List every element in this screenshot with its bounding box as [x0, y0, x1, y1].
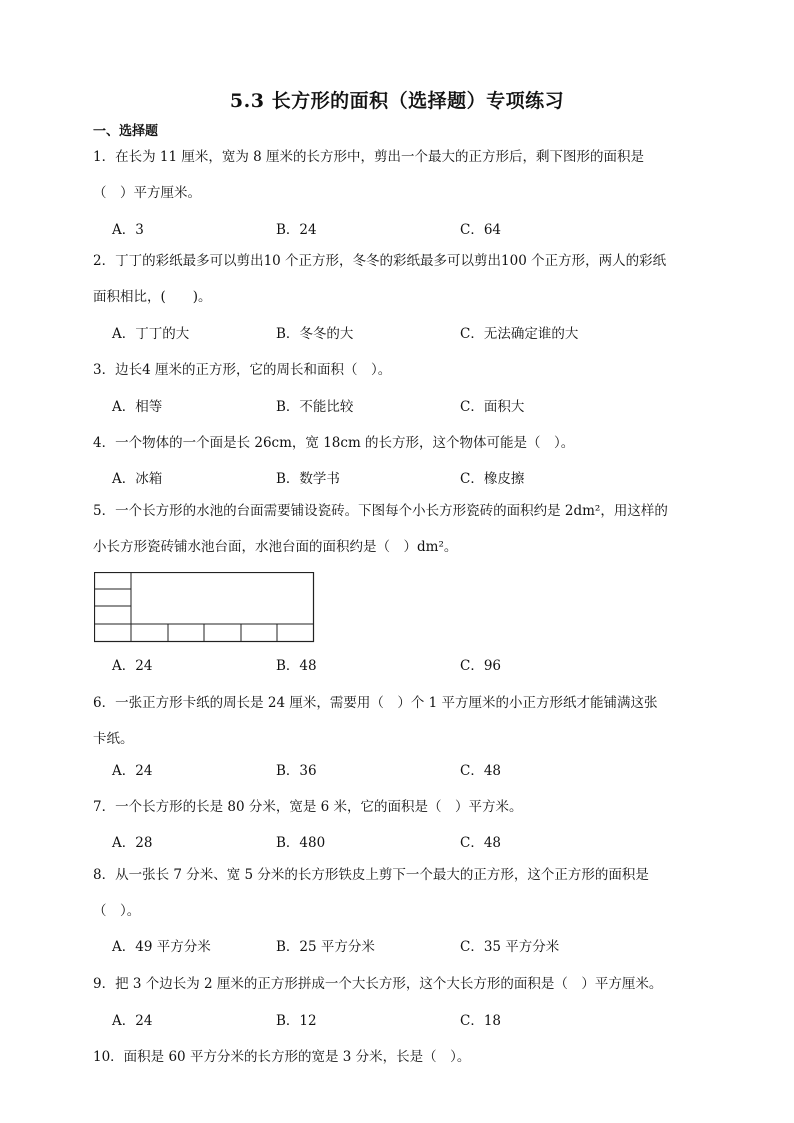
question-7-option-c: C．48 — [460, 835, 502, 851]
question-8-option-b: B．25 平方分米 — [276, 939, 375, 955]
question-2-line-1: 2．丁丁的彩纸最多可以剪出10 个正方形，冬冬的彩纸最多可以剪出100 个正方形，两人的彩纸 — [93, 253, 667, 269]
question-6-option-c: C．48 — [460, 763, 502, 779]
question-8-option-c: C．35 平方分米 — [460, 939, 560, 955]
question-4-option-c: C．橡皮擦 — [460, 471, 525, 487]
question-8-option-a: A．49 平方分米 — [112, 939, 211, 955]
question-8-line-1: 8．从一张长 7 分米、宽 5 分米的长方形铁皮上剪下一个最大的正方形，这个正方形的面积是 — [93, 867, 649, 883]
question-2-option-a: A．丁丁的大 — [112, 326, 190, 342]
question-5-option-b: B．48 — [276, 658, 317, 674]
question-4-line-1: 4．一个物体的一个面是长 26cm，宽 18cm 的长方形，这个物体可能是（ ）。 — [93, 435, 575, 451]
question-5-option-a: A．24 — [112, 658, 153, 674]
question-6-line-1: 6．一张正方形卡纸的周长是 24 厘米，需要用（ ）个 1 平方厘米的小正方形纸才能铺满这张 — [93, 695, 658, 711]
question-2-option-c: C．无法确定谁的大 — [460, 326, 579, 342]
question-4-option-a: A．冰箱 — [112, 471, 163, 487]
question-3-option-a: A．相等 — [112, 399, 163, 415]
question-6-option-a: A．24 — [112, 763, 153, 779]
question-1-line-2: （ ）平方厘米。 — [93, 185, 201, 201]
question-1-line-1: 1．在长为 11 厘米，宽为 8 厘米的长方形中，剪出一个最大的正方形后，剩下图形的面积是 — [93, 149, 645, 165]
question-5-line-2: 小长方形瓷砖铺水池台面，水池台面的面积约是（ ）dm²。 — [93, 539, 458, 555]
question-1-option-b: B．24 — [276, 222, 317, 238]
question-6-line-2: 卡纸。 — [93, 731, 134, 747]
question-9-option-c: C．18 — [460, 1013, 502, 1029]
question-7-line-1: 7．一个长方形的长是 80 分米，宽是 6 米，它的面积是（ ）平方米。 — [93, 799, 523, 815]
question-6-option-b: B．36 — [276, 763, 317, 779]
question-3-option-c: C．面积大 — [460, 399, 525, 415]
question-1-option-c: C．64 — [460, 222, 502, 238]
section-heading: 一、选择题 — [93, 124, 159, 139]
question-7-option-b: B．480 — [276, 835, 326, 851]
question-8-line-2: （ ）。 — [93, 903, 141, 919]
question-9-option-a: A．24 — [112, 1013, 153, 1029]
question-4-option-b: B．数学书 — [276, 471, 340, 487]
question-7-option-a: A．28 — [112, 835, 153, 851]
question-3-line-1: 3．边长4 厘米的正方形，它的周长和面积（ ）。 — [93, 362, 392, 378]
question-9-line-1: 9．把 3 个边长为 2 厘米的正方形拼成一个大长方形，这个大长方形的面积是（ ）平方厘米。 — [93, 976, 663, 992]
question-10-line-1: 10．面积是 60 平方分米的长方形的宽是 3 分米，长是（ ）。 — [93, 1049, 471, 1065]
question-1-option-a: A．3 — [112, 222, 144, 238]
question-5-option-c: C．96 — [460, 658, 502, 674]
question-3-option-b: B．不能比较 — [276, 399, 354, 415]
question-2-line-2: 面积相比，( )。 — [93, 289, 212, 305]
page-title: 5.3 长方形的面积（选择题）专项练习 — [229, 90, 565, 112]
question-5-line-1: 5．一个长方形的水池的台面需要铺设瓷砖。下图每个小长方形瓷砖的面积约是 2dm²，用这样的 — [93, 503, 668, 519]
question-9-option-b: B．12 — [276, 1013, 317, 1029]
question-2-option-b: B．冬冬的大 — [276, 326, 354, 342]
tile-diagram — [94, 572, 316, 644]
